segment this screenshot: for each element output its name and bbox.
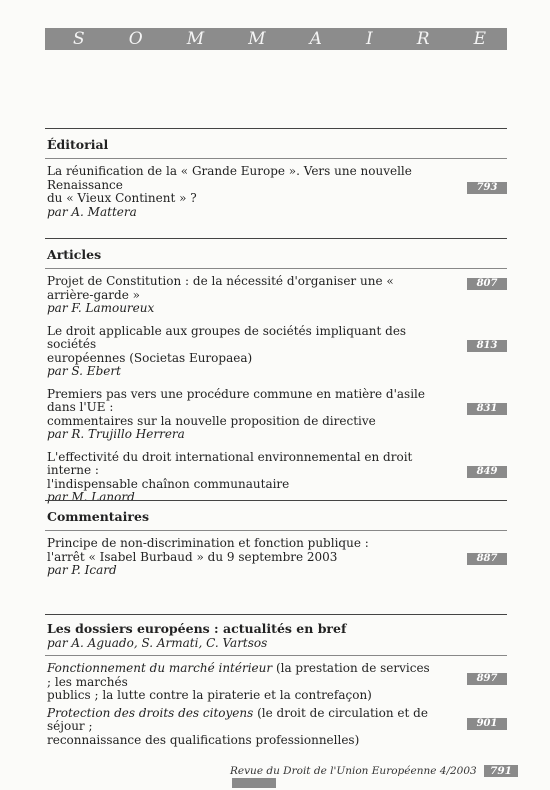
page-number-badge: 813 (467, 340, 507, 352)
entry-topic-rest: (le droit de circulation et de séjour ; (47, 705, 428, 733)
banner-letter: S (73, 29, 86, 49)
entry-title-line: Projet de Constitution : de la nécessité d'organiser une « arrière-garde » (47, 274, 394, 302)
entry-title-line: commentaires sur la nouvelle proposition de directive (47, 413, 376, 428)
toc-entry[interactable] (45, 269, 507, 316)
page-number-badge: 831 (467, 403, 507, 415)
entry-title-line (47, 662, 437, 689)
entry-title-line: L'effectivité du droit international environnemental en droit interne : (47, 449, 413, 477)
banner-letter: A (309, 29, 323, 49)
section-commentaires (45, 500, 507, 578)
entry-title-line: publics ; la lutte contre la piraterie et la contrefaçon) (47, 688, 372, 702)
entry-title-line (47, 707, 437, 734)
entry-author: par F. Lamoureux (47, 301, 155, 315)
toc-entry[interactable] (45, 656, 507, 703)
sommaire-banner (45, 28, 507, 50)
entry-author: par R. Trujillo Herrera (47, 427, 185, 441)
entry-title-line: l'arrêt « Isabel Burbaud » du 9 septembre 2003 (47, 549, 338, 564)
page-number-badge: 793 (467, 182, 507, 194)
banner-letter: E (473, 29, 487, 49)
section-editorial (45, 128, 507, 219)
toc-entry[interactable] (45, 531, 507, 578)
section-title: Articles (45, 239, 507, 269)
section-header (45, 615, 507, 656)
section-title: Éditorial (45, 129, 507, 159)
banner-letter: I (365, 29, 374, 49)
banner-letter: M (248, 29, 267, 49)
banner-letter: M (186, 29, 206, 49)
toc-entry[interactable] (45, 316, 507, 379)
toc-entry[interactable] (45, 159, 507, 219)
entry-author: par S. Ebert (47, 364, 121, 378)
section-dossiers (45, 614, 507, 747)
toc-entry[interactable] (45, 379, 507, 442)
entry-title-line: l'indispensable chaînon communautaire (47, 476, 290, 491)
page-number-badge: 897 (467, 673, 507, 685)
section-articles (45, 238, 507, 505)
page-number-badge: 901 (467, 718, 507, 730)
journal-title: Revue du Droit de l'Union Européenne 4/2003 (230, 765, 477, 777)
page-number-badge: 807 (467, 278, 507, 290)
section-authors: par A. Aguado, S. Armati, C. Vartsos (47, 636, 268, 650)
entry-title-line: Principe de non-discrimination et fonction publique : (47, 536, 369, 550)
section-title: Commentaires (45, 501, 507, 531)
toc-entry[interactable] (45, 703, 507, 748)
entry-topic: Protection des droits des citoyens (47, 705, 254, 720)
entry-author: par P. Icard (47, 563, 117, 577)
toc-entry[interactable] (45, 442, 507, 505)
entry-topic: Fonctionnement du marché intérieur (47, 661, 273, 675)
entry-author: par A. Mattera (47, 204, 137, 219)
entry-title-line: La réunification de la « Grande Europe ». Vers une nouvelle Renaissance (47, 164, 412, 192)
entry-title-line: européennes (Societas Europaea) (47, 350, 253, 365)
entry-topic-rest: (la prestation de services ; les marchés (47, 661, 430, 689)
entry-title-line: reconnaissance des qualifications professionnelles) (47, 732, 360, 747)
section-title: Les dossiers européens : actualités en bref (47, 621, 347, 636)
entry-title-line: du « Vieux Continent » ? (47, 191, 197, 205)
page-footer (230, 765, 550, 789)
banner-letter: R (416, 29, 431, 49)
entry-title-line: Premiers pas vers une procédure commune en matière d'asile dans l'UE : (47, 386, 425, 414)
entry-author: par M. Lanord (47, 490, 135, 504)
page-number-badge: 887 (467, 553, 507, 565)
page-number-badge: 849 (467, 466, 507, 478)
folio-page-number: 791 (484, 765, 518, 777)
footer-bar (232, 778, 276, 788)
banner-letter: O (128, 29, 144, 49)
entry-title-line: Le droit applicable aux groupes de sociétés impliquant des sociétés (47, 323, 407, 351)
